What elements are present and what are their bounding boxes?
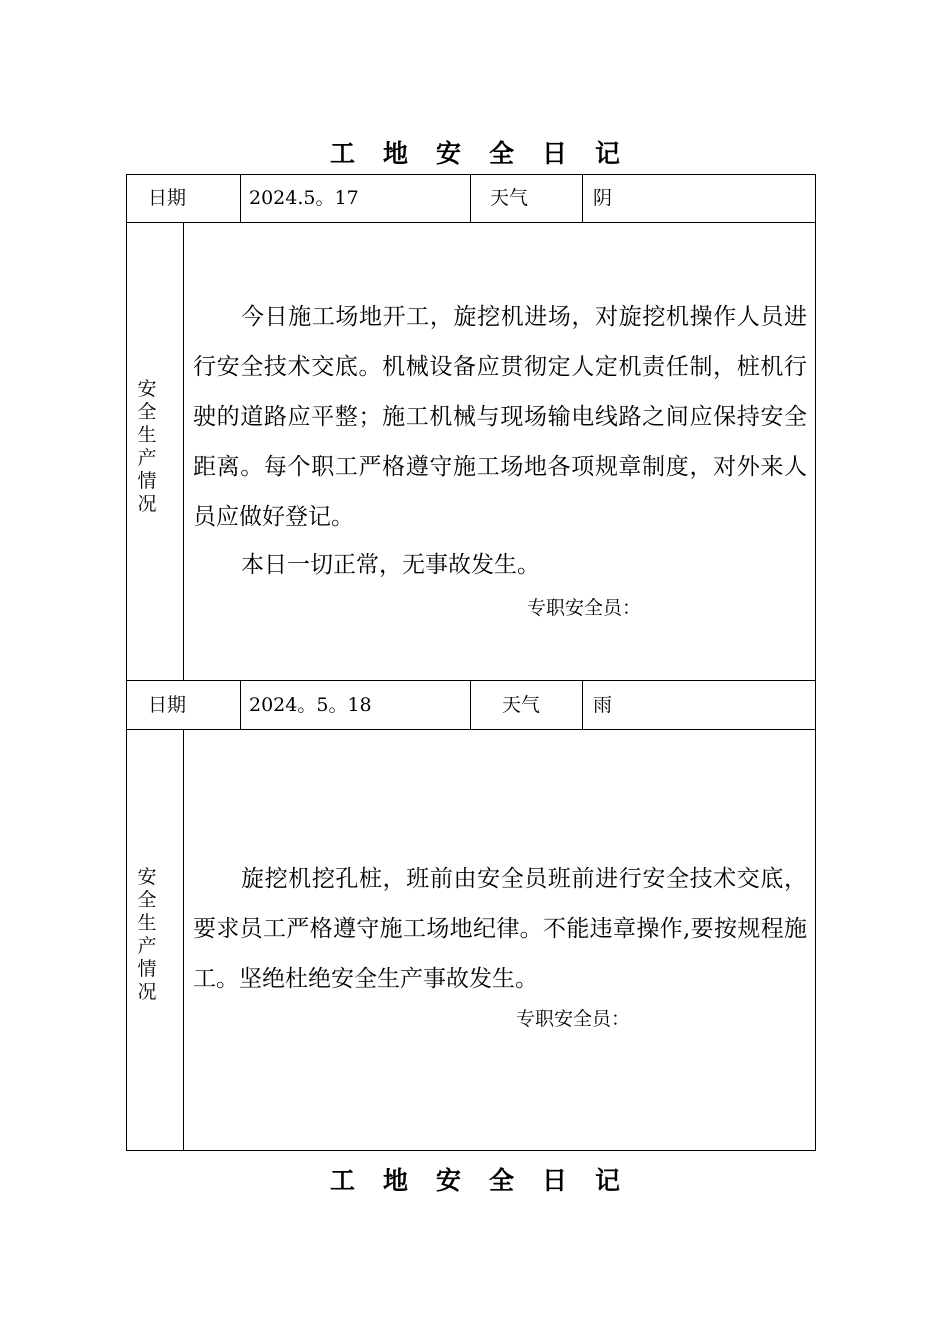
divider (240, 680, 241, 729)
divider (126, 729, 816, 730)
section-label: 安全生产情况 (137, 378, 157, 515)
divider (470, 174, 471, 222)
log-paragraph: 今日施工场地开工，旋挖机进场，对旋挖机操作人员进行安全技术交底。机械设备应贯彻定人定机责任制，桩机行驶的道路应平整；施工机械与现场输电线路之间应保持安全距离。每个职工严格遵守施工场地各项规章制度，对外来人员应做好登记。 (193, 304, 807, 530)
divider (470, 680, 471, 729)
divider (126, 680, 816, 681)
weather-value: 阴 (593, 187, 613, 209)
weather-value: 雨 (593, 694, 613, 716)
divider (582, 174, 583, 222)
log-paragraph: 本日一切正常，无事故发生。 (241, 552, 540, 578)
safety-officer-signature: 专职安全员： (527, 597, 642, 619)
divider (183, 222, 184, 680)
date-value: 2024。5。18 (249, 694, 372, 716)
weather-label: 天气 (490, 187, 529, 209)
date-value: 2024.5。17 (249, 187, 359, 209)
date-label: 日期 (148, 694, 187, 716)
page-title: 工地安全日记 (329, 139, 648, 168)
divider (240, 174, 241, 222)
date-label: 日期 (148, 187, 187, 209)
divider (126, 222, 816, 223)
safety-officer-signature: 专职安全员： (516, 1008, 631, 1030)
divider (582, 680, 583, 729)
log-paragraph: 旋挖机挖孔桩，班前由安全员班前进行安全技术交底，要求员工严格遵守施工场地纪律。不能违章操作,要按规程施工。坚绝杜绝安全生产事故发生。 (193, 866, 807, 992)
section-label: 安全生产情况 (137, 866, 157, 1003)
page-title: 工地安全日记 (329, 1166, 648, 1195)
divider (183, 729, 184, 1151)
weather-label: 天气 (502, 694, 541, 716)
